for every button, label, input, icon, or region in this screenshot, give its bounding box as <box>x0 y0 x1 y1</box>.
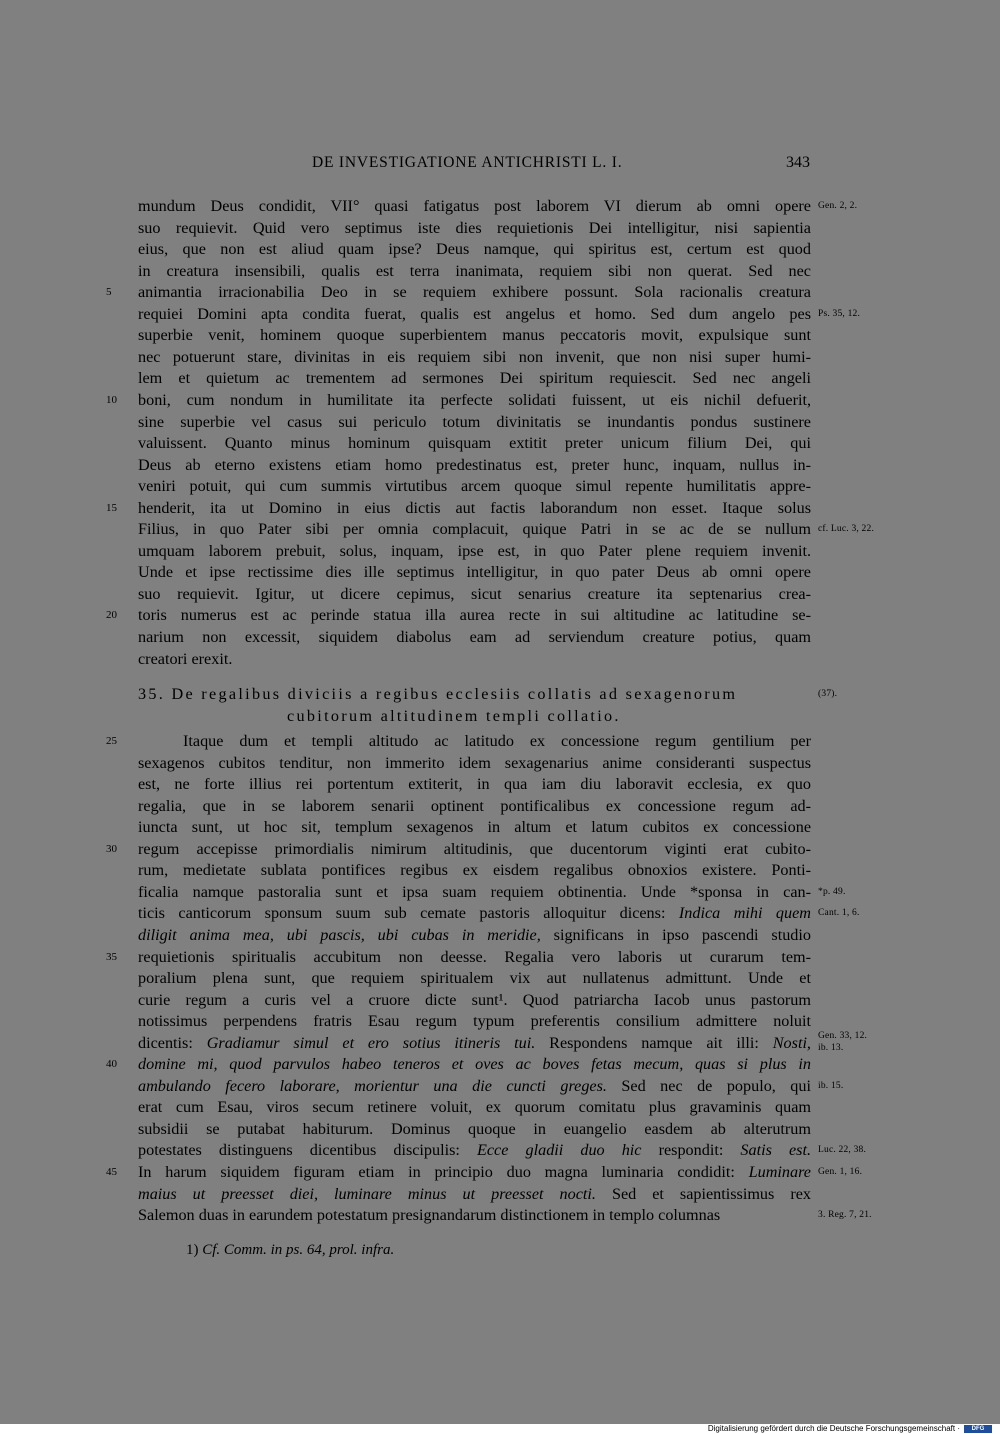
margin-reference: Gen. 33, 12. <box>818 1030 868 1041</box>
text-run: in creatura insensibili, qualis est terra inanimata, requiem sibi non querat. Sed nec <box>138 261 811 280</box>
text-run: superbie venit, hominem quoque superbientem manus peccatoris movit, expulsique sunt <box>138 326 811 345</box>
text-run: In harum siquidem figuram etiam in principio duo magna luminaria condidit: <box>138 1163 749 1181</box>
italic-quote: ambulando fecero laborare, morientur una die cuncti greges. <box>138 1076 607 1095</box>
text-line <box>138 1033 811 1054</box>
text-line <box>138 261 811 282</box>
text-line <box>138 562 811 583</box>
text-line <box>138 1184 811 1205</box>
text-line <box>138 498 811 519</box>
text-run: Itaque dum et templi altitudo ac latitudo ex concessione regum gentilium per <box>183 732 811 750</box>
margin-reference: *p. 49. <box>818 886 846 897</box>
text-run: umquam laborem prebuit, solus, inquam, ipse est, in quo Pater plene requiem invenit. <box>138 541 811 560</box>
margin-reference: ib. 13. <box>818 1042 844 1053</box>
text-run: rum, medietate sublata pontifices regibus ex eisdem regalibus obnoxios existere. Ponti- <box>138 861 811 880</box>
text-run: Sed nec de populo, qui <box>606 1076 811 1095</box>
text-run: animantia irracionabilia Deo in se requiem exhibere possunt. Sola racionalis creatura <box>138 283 811 302</box>
text-line <box>138 796 811 817</box>
footnote-marker: 1) <box>186 1242 199 1258</box>
text-line <box>138 239 811 260</box>
line-number: 10 <box>106 393 117 406</box>
margin-reference: 3. Reg. 7, 21. <box>818 1210 872 1221</box>
text-run: mundum Deus condidit, VII° quasi fatigatus post laborem VI dierum ab omni opere <box>138 197 811 215</box>
text-line <box>138 1140 811 1161</box>
text-line <box>138 627 811 648</box>
section-heading-line2: cubitorum altitudinem templi collatio. <box>287 707 621 725</box>
italic-quote: Indica mihi quem <box>678 904 811 923</box>
text-line <box>138 412 811 433</box>
text-line <box>138 390 811 411</box>
text-run: curie regum a curis vel a cruore dicte sunt¹. Quod patriarcha Iacob unus pastorum <box>138 990 811 1009</box>
margin-reference: Cant. 1, 6. <box>818 908 860 919</box>
italic-quote: diligit anima mea, ubi pascis, ubi cubas in meridie, <box>138 925 541 944</box>
text-run: Deus ab eterno existens etiam homo predestinatus est, preter hunc, inquam, nullus in- <box>138 455 811 474</box>
text-run: boni, cum nondum in humilitate ita perfecte solidati fuissent, ut eis nichil defuerit, <box>138 390 811 409</box>
text-run: regum accepisse primordialis nimirum altitudinis, que ducentorum viginti erat cubito- <box>138 839 811 858</box>
text-line <box>138 1205 811 1226</box>
margin-reference: cf. Luc. 3, 22. <box>818 524 875 535</box>
text-run: henderit, ita ut Domino in eius dictis aut factis laborandum non esset. Itaque solus <box>138 498 811 517</box>
text-line <box>183 731 811 752</box>
text-run: toris numerus est ac perinde statua illa aurea recte in sui altitudine ac latitudine se- <box>138 606 811 625</box>
text-run: poralium plena sunt, que requiem spiritualem vix aut nullatenus admittunt. Unde et <box>138 969 811 988</box>
text-line <box>138 605 811 626</box>
page-number: 343 <box>786 154 810 171</box>
text-line <box>138 196 811 217</box>
text-line <box>138 649 811 670</box>
text-run: erat cum Esau, viros secum retinere voluit, ex quorum comitatu plus gravaminis quam <box>138 1098 811 1117</box>
text-line <box>138 1097 811 1118</box>
text-run: creatori erexit. <box>138 649 233 668</box>
line-number: 15 <box>106 501 117 514</box>
text-line <box>138 541 811 562</box>
text-line <box>138 476 811 497</box>
text-run: Unde et ipse rectissime dies ille septimus intelligitur, in quo pater Deus ab omni opere <box>138 563 811 582</box>
margin-reference: Gen. 2, 2. <box>818 201 858 211</box>
text-run: potestates distinguens dicentibus discipulis: <box>138 1141 477 1160</box>
text-run: ticis canticorum sponsum suum sub cemate pastoris alloquitur dicens: <box>138 904 679 923</box>
text-line <box>138 325 811 346</box>
italic-quote: domine mi, quod parvulos habeo teneros et oves ac boves fetas mecum, quas si plus in <box>138 1055 811 1074</box>
text-run: requiei Domini apta condita fuerat, qualis est angelus et homo. Sed dum angelo pes <box>138 304 811 323</box>
text-line <box>138 1076 811 1097</box>
text-run: est, ne forte illius rei portentum extiterit, in qua iam diu laboravit ecclesia, ex quo <box>138 775 811 794</box>
line-number: 40 <box>106 1058 117 1071</box>
text-line <box>138 753 811 774</box>
text-run: subsidii se putabat habiturum. Dominus quoque in euangelio easdem ab alterutrum <box>138 1119 811 1138</box>
line-number: 45 <box>106 1166 117 1178</box>
text-run: ficalia namque pastoralia sunt et ipsa suam requiem obtinentia. Unde *sponsa in can- <box>138 882 811 901</box>
text-run: Salemon duas in earundem potestatum presignandarum distinctionem in templo columnas <box>138 1206 721 1225</box>
text-run: respondit: <box>641 1141 741 1160</box>
text-line <box>138 903 811 924</box>
text-run: veniri potuit, qui cum summis virtutibus arcem quoque simul repente humilitatis appre- <box>138 477 811 496</box>
italic-quote: Gradiamur simul et ero sotius itineris tui. <box>206 1033 536 1052</box>
text-run: regalia, que in se laborem senarii optinent pontificalibus ex concessione regum ad- <box>138 796 811 815</box>
text-line <box>138 990 811 1011</box>
margin-reference: Luc. 22, 38. <box>818 1145 867 1156</box>
italic-quote: Ecce gladii duo hic <box>476 1141 642 1160</box>
text-run: narium non excessit, siquidem diabolus eam ad serviendum creature potius, quam <box>138 628 811 646</box>
footer-bar <box>0 1424 1000 1434</box>
text-run: dicentis: <box>138 1033 207 1052</box>
text-line <box>138 368 811 389</box>
dfg-logo: DFG <box>964 1425 992 1433</box>
text-line <box>138 968 811 989</box>
text-run: lem et quietum ac trementem ad sermones Dei spiritum requiescit. Sed nec angeli <box>138 369 811 388</box>
text-line <box>138 455 811 476</box>
section-heading-note: (37). <box>818 689 838 699</box>
text-run: sexagenos cubitos tenditur, non immerito idem sexagenarius anime consideranti suspectus <box>138 753 811 772</box>
text-run: Filius, in quo Pater sibi per omnia complacuit, quique Patri in se ac de se nullum <box>138 520 811 539</box>
text-line <box>138 433 811 454</box>
text-line <box>138 347 811 368</box>
text-line <box>138 304 811 325</box>
italic-quote: Nosti, <box>772 1033 811 1052</box>
line-number: 30 <box>106 842 117 855</box>
footer-credit: Digitalisierung gefördert durch die Deutsche Forschungsgemeinschaft · <box>707 1424 960 1433</box>
text-line <box>138 925 811 946</box>
text-run: sine superbie vel casus sui periculo totum divinitatis se inundantis pondus sustinere <box>138 412 811 431</box>
text-line <box>138 1119 811 1140</box>
text-line <box>138 218 811 239</box>
text-line <box>138 947 811 968</box>
text-line <box>138 584 811 605</box>
text-run: nec potuerunt stare, divinitas in eis requiem sibi non invenit, que non nisi super humi- <box>138 347 811 366</box>
text-run: valuissent. Quanto minus hominum quisquam extitit preter unicum filium Dei, qui <box>138 434 811 453</box>
text-run: suo requievit. Igitur, ut dicere cepimus, sicut senarius creature ita septenarius crea- <box>138 584 811 603</box>
text-line <box>138 839 811 860</box>
section-heading-line1: 35. De regalibus diviciis a regibus ecclesiis collatis ad sexagenorum <box>138 685 738 703</box>
text-run: suo requievit. Quid vero septimus iste dies requietionis Dei intelligitur, nisi sapientia <box>138 218 811 237</box>
text-line <box>138 882 811 903</box>
text-line <box>138 817 811 838</box>
running-head: DE INVESTIGATIONE ANTICHRISTI L. I. <box>312 154 623 171</box>
margin-reference: Ps. 35, 12. <box>818 308 861 319</box>
text-line <box>138 1162 811 1183</box>
line-number: 20 <box>106 609 117 622</box>
margin-reference: ib. 15. <box>818 1080 844 1091</box>
italic-quote: maius ut preesset diei, luminare minus ut preesset nocti. <box>138 1184 596 1203</box>
line-number: 5 <box>106 286 112 299</box>
text-run: iuncta sunt, ut hoc sit, templum sexagenos in altum et latum cubitos ex concessione <box>138 818 811 837</box>
italic-quote: Luminare <box>748 1163 811 1181</box>
text-run: requietionis spiritualis accubitum non deesse. Regalia vero laboris ut curarum tem- <box>138 947 811 966</box>
text-run: significans in ipso pascendi studio <box>540 925 811 944</box>
footnote-text: Cf. Comm. in ps. 64, prol. infra. <box>202 1242 395 1258</box>
text-line <box>138 860 811 881</box>
text-run: Respondens namque ait illi: <box>535 1033 773 1052</box>
text-line <box>138 519 811 540</box>
text-run: eius, que non est aliud quam ipse? Deus namque, qui spiritus est, certum est quod <box>138 240 811 259</box>
text-line <box>138 774 811 795</box>
line-number: 35 <box>106 950 117 963</box>
text-line <box>138 282 811 303</box>
footnote <box>186 1240 394 1260</box>
text-run: Sed et sapientissimus rex <box>595 1184 811 1203</box>
line-number: 25 <box>106 735 117 747</box>
italic-quote: Satis est. <box>740 1141 811 1160</box>
margin-reference: Gen. 1, 16. <box>818 1167 863 1177</box>
text-line <box>138 1054 811 1075</box>
text-run: notissimus perpendens fratris Esau regum typum preferentis consilium admittere noluit <box>138 1012 811 1031</box>
text-line <box>138 1011 811 1032</box>
